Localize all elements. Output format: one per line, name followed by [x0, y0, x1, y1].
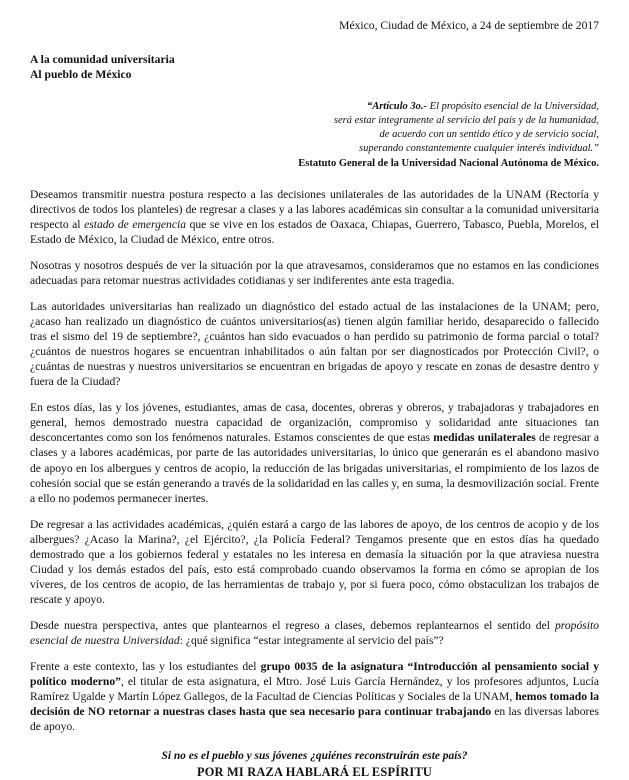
epigraph-line-4: superando constantemente cualquier interés individual.” [358, 142, 599, 154]
paragraph-3: Las autoridades universitarias han realizado un diagnóstico del estado actual de las instalaciones de la UNAM; pero, ¿acaso han realizado un diagnóstico de cuántos universitarios(as) tienen algún familiar herido, desaparecido o fallecido tras el sismo del 19 de septiembre?, ¿cuántos han sido evacuados o han perdido su patrimonio de forma parcial o total? ¿cuántos de nuestros hogares se encuentran inhabilitados o aún faltan por ser diagnosticados por Protección Civil?, o ¿cuántas de nuestras y nuestros universitarios se encuentran en brigadas de apoyo y rescate en zonas de desastre dentro y fuera de la Ciudad? [30, 299, 599, 389]
closing-question: Si no es el pueblo y sus jóvenes ¿quiénes reconstruirán este país? [161, 749, 468, 762]
paragraph-4 [30, 400, 599, 505]
paragraph-6 [30, 618, 599, 648]
paragraph-4-strong: medidas unilaterales [433, 431, 536, 445]
paragraph-7 [30, 659, 599, 734]
epigraph-article-label: “Artículo 3o.- [366, 101, 428, 113]
closing-block [30, 749, 599, 780]
paragraph-7-text-a: Frente a este contexto, las y los estudiantes del [30, 660, 261, 674]
paragraph-2: Nosotras y nosotros después de ver la situación por la que atravesamos, consideramos que no estamos en las condiciones adecuadas para retomar nuestras actividades cotidianas y ser indiferentes ante esta tragedia. [30, 258, 599, 287]
paragraph-6-text-b: : ¿qué significa “estar integramente al servicio del país”? [179, 634, 444, 648]
date-line: México, Ciudad de México, a 24 de septiembre de 2017 [339, 19, 599, 32]
paragraph-1-text-a: Deseamos transmitir nuestra postura respecto a las decisiones unilaterales de las autoridades de la UNAM (Rectoría y directivos de todos los planteles) de regresar a clases y a las labores académicas sin consultar a la comunidad universitaria respecto al [30, 187, 599, 231]
addressee-line-1: A la comunidad universitaria [30, 52, 175, 66]
closing-motto: POR MI RAZA HABLARÁ EL ESPÍRITU [196, 765, 433, 780]
paragraph-5: De regresar a las actividades académicas, ¿quién estará a cargo de las labores de apoyo, de los centros de acopio y de los albergues? ¿Acaso la Marina?, ¿el Ejército?, ¿la Policía Federal? Tengamos presente que en estos días ha quedado demostrado que a los gobiernos federal y estatales no les interesa en demasía la situación por la que atraviesa nuestra Ciudad y los demás estados del país, esto está comprobado cuando observamos la forma en cómo se apropian de los víveres, de los centros de acopio, de las herramientas de trabajo y, por si fuera poco, cómo obstaculizan los trabajos de rescate y apoyo. [30, 517, 599, 607]
addressee-line-2: Al pueblo de México [30, 67, 132, 81]
epigraph-line-2: será estar integramente al servicio del país y de la humanidad, [333, 115, 599, 127]
paragraph-7-text-c: en las diversas labores de apoyo. [30, 705, 600, 734]
paragraph-6-emphasis: propósito esencial de nuestra Universidad [30, 619, 599, 648]
paragraph-7-text-b: , el titular de esta asignatura, el Mtro. José Luis García Hernández, y los profesores adjuntos, Lucía Ramírez Ugalde y Martín López Gallegos, de la Facultad de Ciencias Políticas y Sociales de la UNAM, [30, 675, 599, 704]
epigraph-source: Estatuto General de la Universidad Nacional Autónoma de México. [298, 157, 599, 169]
paragraph-6-text-a: Desde nuestra perspectiva, antes que plantearnos el regreso a clases, debemos replantearnos el sentido del [30, 619, 555, 633]
paragraph-1-text-b: que se vive en los estados de Oaxaca, Chiapas, Guerrero, Tabasco, Puebla, Morelos, el Estado de México, la Ciudad de México, entre otros. [30, 217, 599, 246]
paragraph-4-text-a: En estos días, las y los jóvenes, estudiantes, amas de casa, docentes, obreras y obreros, y trabajadoras y trabajadores en general, hemos demostrado nuestra capacidad de organización, compromiso y solidaridad ante situaciones tan desconcertantes como son los fenómenos naturales. Estamos conscientes de que estas [30, 401, 599, 445]
paragraph-1 [30, 187, 599, 247]
epigraph-line-1-rest: El propósito esencial de la Universidad, [427, 101, 599, 113]
paragraph-7-strong-decision: hemos tomado la decisión de NO retornar a nuestras clases hasta que sea necesario para continuar trabajando [30, 690, 599, 719]
paragraph-7-strong-course: grupo 0035 de la asignatura “Introducción al pensamiento social y político moderno” [30, 660, 599, 689]
paragraph-1-emphasis: estado de emergencia [84, 217, 187, 231]
addressee-block [30, 52, 599, 83]
paragraph-4-text-b: de regresar a clases y a labores académicas, por parte de las autoridades universitarias, lo único que generarán es el abandono masivo de apoyo en los albergues y centros de acopio, la reducción de las brigadas universitarias, el rompimiento de los lazos de cohesión social que se están generando a través de la solidaridad en las calles y, en suma, la desmovilización social. Frente a ello no podemos permanecer inertes. [30, 431, 599, 505]
epigraph-line-1 [200, 100, 599, 114]
epigraph-block [30, 100, 599, 170]
epigraph-line-3: de acuerdo con un sentido ético y de servicio social, [379, 128, 599, 140]
